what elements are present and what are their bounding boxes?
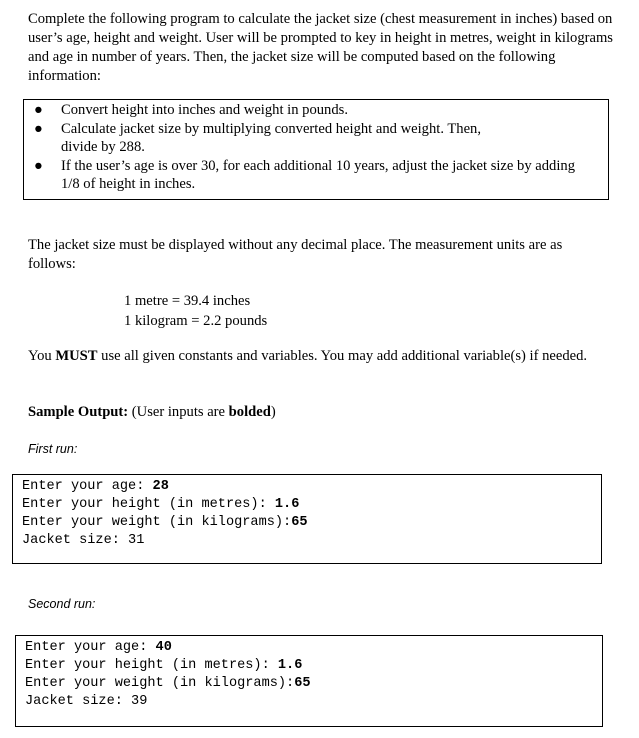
constants-note-post: use all given constants and variables. You may add additional variable(s) if needed. — [97, 348, 588, 364]
intro-paragraph: Complete the following program to calculate the jacket size (chest measurement in inches) based on user’s age, height and weight. User will be prompted to key in height in metres, weight in kilograms and age in number of years. Then, the jacket size will be computed based on the following information: — [28, 11, 613, 84]
console-input: 65 — [294, 676, 311, 691]
console-prompt: Enter your weight (in kilograms): — [25, 676, 295, 691]
requirements-list — [24, 101, 608, 194]
bullet-icon: ● — [34, 157, 43, 174]
requirement-text: Calculate jacket size by multiplying converted height and weight. Then, divide by 288. — [61, 120, 481, 155]
console-prompt: Enter your height (in metres): — [22, 497, 275, 512]
console-input: 65 — [291, 515, 308, 530]
console-prompt: Enter your age: — [22, 479, 153, 494]
console-line — [25, 657, 602, 675]
second-run-console — [15, 635, 603, 727]
console-line — [22, 478, 601, 496]
console-input: 40 — [155, 640, 172, 655]
console-line — [22, 514, 601, 532]
console-line — [22, 532, 601, 550]
conversion-metre: 1 metre = 39.4 inches — [124, 293, 251, 309]
second-run-label: Second run: — [28, 597, 96, 611]
console-prompt: Enter your height (in metres): — [25, 658, 278, 673]
units-paragraph: The jacket size must be displayed without any decimal place. The measurement units are as follows: — [28, 237, 563, 272]
console-line — [25, 675, 602, 693]
requirement-item — [24, 101, 608, 120]
sample-output-close: ) — [270, 404, 276, 420]
console-output: Jacket size: 39 — [25, 694, 148, 709]
console-line — [25, 639, 602, 657]
requirement-item — [24, 120, 608, 157]
console-input: 1.6 — [277, 658, 303, 673]
constants-note-pre: You — [28, 348, 56, 364]
sample-output-heading — [28, 403, 613, 422]
requirements-box — [23, 99, 609, 200]
bullet-icon: ● — [34, 102, 43, 118]
bullet-icon: ● — [34, 120, 43, 137]
requirement-item — [24, 157, 608, 194]
requirement-text: If the user’s age is over 30, for each additional 10 years, adjust the jacket size by adding 1/8 of height in inches. — [61, 157, 575, 192]
sample-output-note: (User inputs are — [128, 404, 229, 420]
sample-output-title: Sample Output: — [28, 404, 129, 420]
console-prompt: Enter your weight (in kilograms): — [22, 515, 292, 530]
console-input: 28 — [152, 479, 169, 494]
constants-note-bold: MUST — [55, 348, 98, 364]
first-run-label: First run: — [28, 442, 78, 456]
requirement-text: Convert height into inches and weight in pounds. — [61, 102, 348, 118]
console-line — [22, 496, 601, 514]
console-output: Jacket size: 31 — [22, 533, 145, 548]
console-input: 1.6 — [274, 497, 300, 512]
conversion-kilogram: 1 kilogram = 2.2 pounds — [124, 313, 268, 329]
console-line — [25, 693, 602, 711]
console-prompt: Enter your age: — [25, 640, 156, 655]
constants-note — [28, 347, 613, 366]
sample-output-bolded: bolded — [228, 404, 271, 420]
first-run-console — [12, 474, 602, 564]
